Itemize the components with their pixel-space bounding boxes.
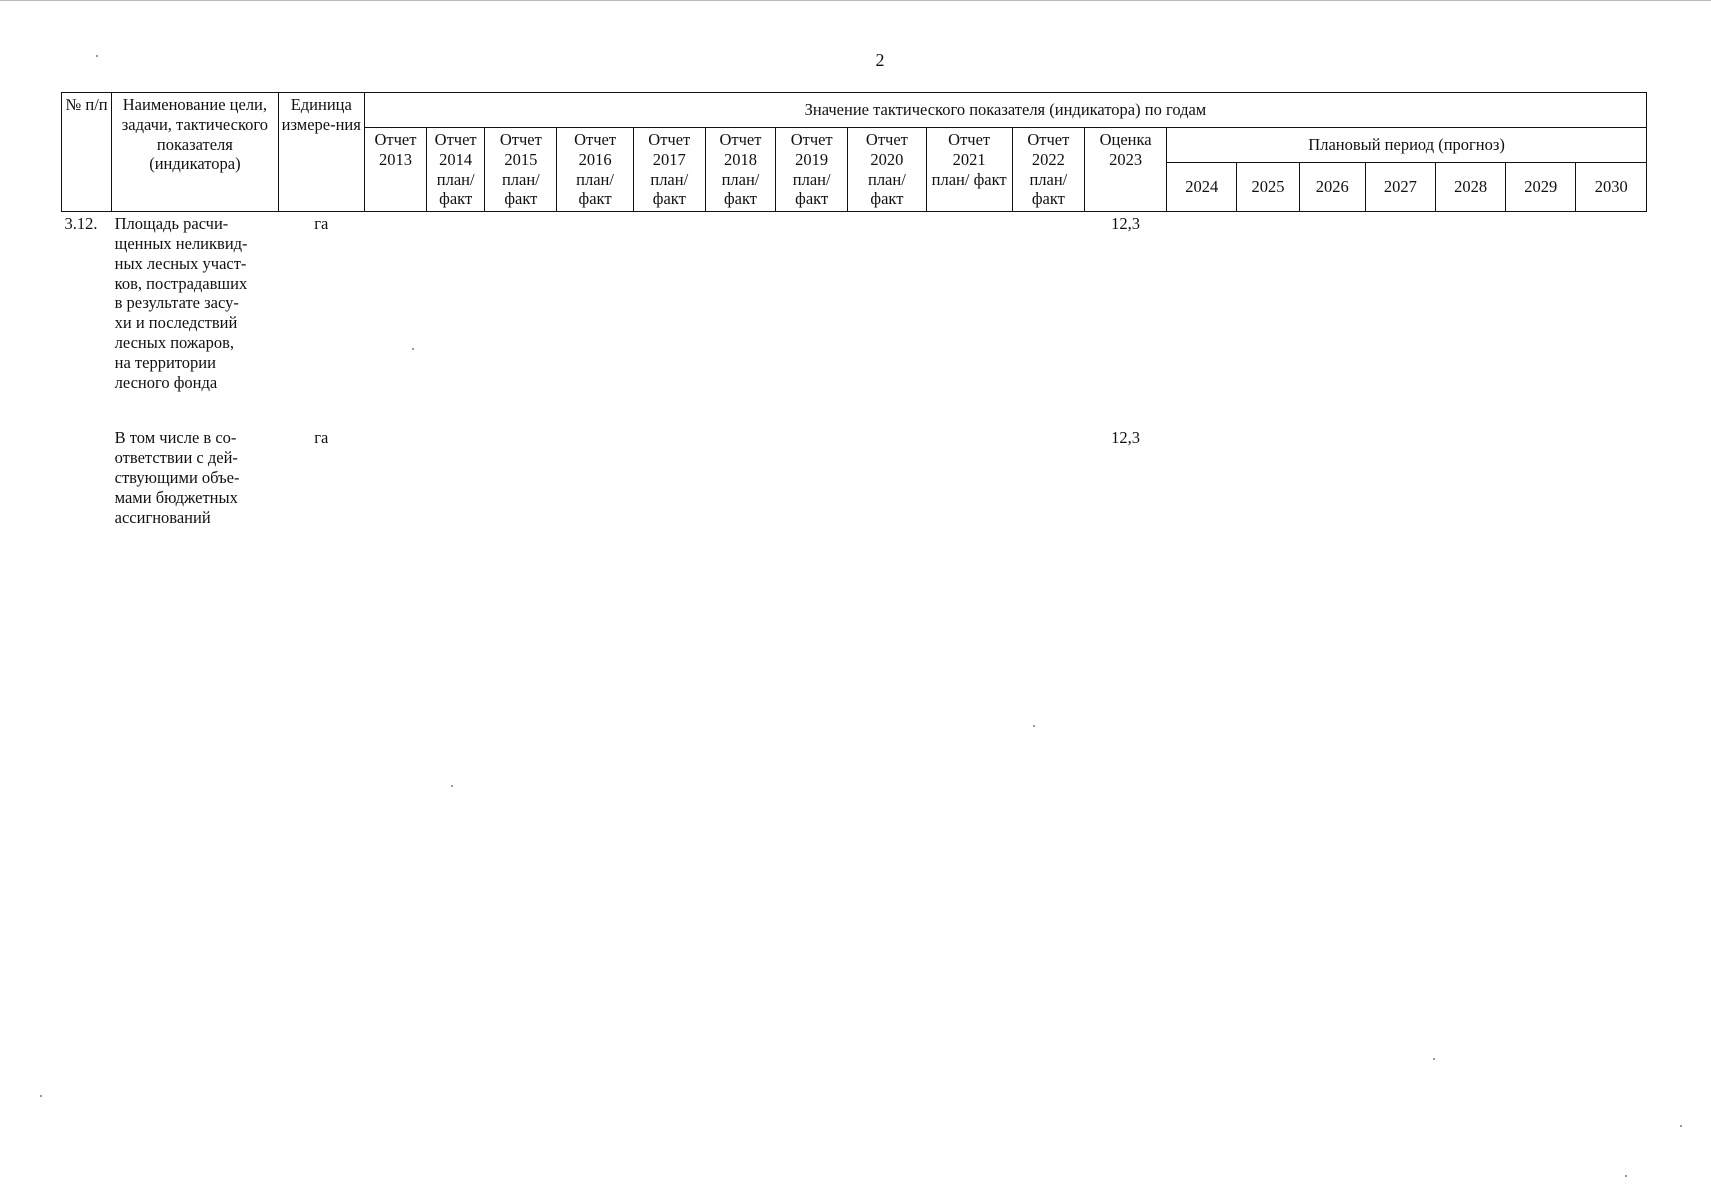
header-report-2014: Отчет 2014 план/ факт	[427, 128, 485, 212]
table-row	[62, 212, 1647, 395]
header-values-group: Значение тактического показателя (индикатора) по годам	[364, 93, 1646, 128]
header-year-2025: 2025	[1237, 163, 1299, 212]
scan-speck	[412, 348, 414, 350]
page-number: 2	[875, 50, 885, 70]
header-report-2020: Отчет 2020 план/ факт	[848, 128, 926, 212]
header-report-2015: Отчет 2015 план/ факт	[485, 128, 557, 212]
indicator-name: В том числе в со- ответствии с дей- ствующими объе- мами бюджетных ассигнований	[114, 428, 240, 527]
header-report-2017: Отчет 2017 план/ факт	[633, 128, 705, 212]
header-year-2028: 2028	[1435, 163, 1505, 212]
indicator-table	[61, 92, 1647, 529]
header-report-2018: Отчет 2018 план/ факт	[705, 128, 775, 212]
scan-speck	[40, 1095, 42, 1097]
header-year-2027: 2027	[1365, 163, 1435, 212]
unit-value: га	[314, 214, 329, 234]
header-unit: Единица измере-ния	[278, 93, 364, 212]
header-year-2030: 2030	[1576, 163, 1647, 212]
header-estimate-2023: Оценка 2023	[1084, 128, 1166, 212]
table-row	[62, 426, 1647, 529]
scan-speck	[1033, 725, 1035, 727]
header-year-2026: 2026	[1299, 163, 1365, 212]
header-plan-period: Плановый период (прогноз)	[1167, 128, 1647, 163]
row-number: 3.12.	[64, 214, 98, 234]
header-report-2019: Отчет 2019 план/ факт	[776, 128, 848, 212]
header-report-2021: Отчет 2021 план/ факт	[926, 128, 1012, 212]
unit-value: га	[314, 428, 329, 448]
header-year-2029: 2029	[1506, 163, 1576, 212]
scan-speck	[1433, 1058, 1435, 1060]
header-report-2013: Отчет 2013	[364, 128, 426, 212]
indicator-name: Площадь расчи- щенных неликвид- ных лесных участ- ков, пострадавших в результате засу- хи и последствий лесных пожаров, на территории лесного фонда	[114, 214, 248, 392]
estimate-2023-value: 12,3	[1111, 428, 1141, 448]
scan-speck	[451, 785, 453, 787]
estimate-2023-value: 12,3	[1111, 214, 1141, 234]
header-num: № п/п	[62, 93, 112, 212]
header-year-2024: 2024	[1167, 163, 1237, 212]
header-report-2022: Отчет 2022 план/ факт	[1012, 128, 1084, 212]
header-report-2016: Отчет 2016 план/ факт	[557, 128, 633, 212]
row-number	[62, 426, 112, 529]
scan-speck	[96, 55, 98, 57]
scan-speck	[1625, 1175, 1627, 1177]
header-name: Наименование цели, задачи, тактического показателя (индикатора)	[112, 93, 279, 212]
scan-speck	[1680, 1125, 1682, 1127]
scan-top-edge	[0, 0, 1711, 1]
